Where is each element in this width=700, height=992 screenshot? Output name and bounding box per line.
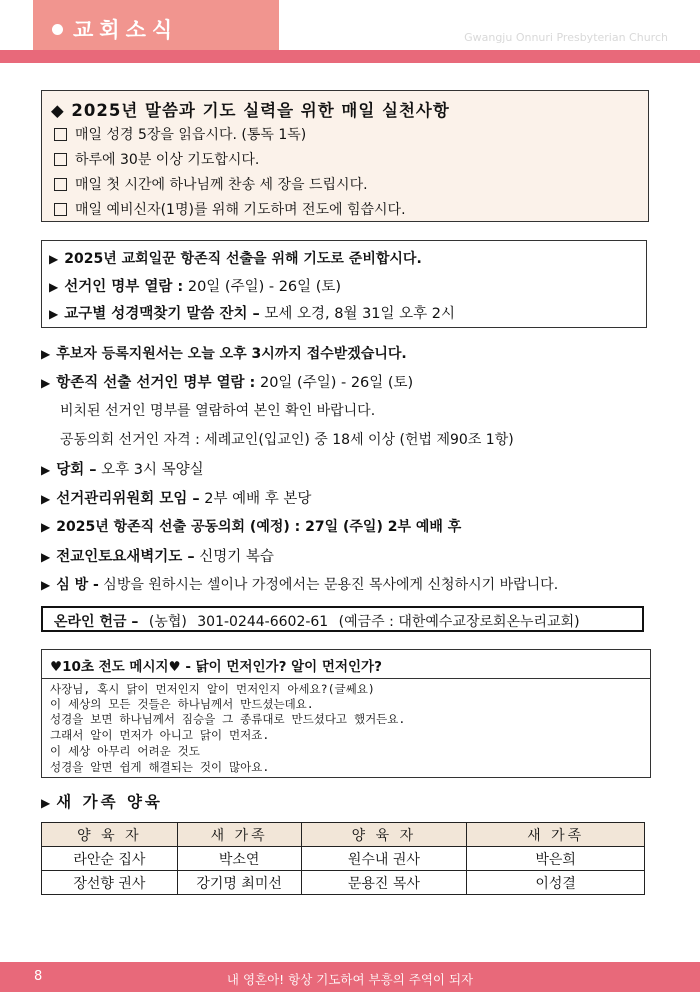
news-item-text: 신명기 복습 xyxy=(194,549,274,565)
footer-motto: 내 영혼아! 항상 기도하여 부흥의 주역이 되자 xyxy=(226,972,474,987)
table-header-cell: 양 육 자 xyxy=(301,823,467,847)
new-family-table xyxy=(41,822,645,895)
triangle-bullet-icon: ▶ xyxy=(41,520,51,534)
news-item xyxy=(41,487,311,508)
notice-line-label: 교구별 성경맥찾기 말씀 잔치 – xyxy=(64,306,260,322)
news-item xyxy=(41,574,558,594)
notice-line xyxy=(49,302,455,323)
checkbox-icon xyxy=(54,203,67,216)
news-subline: 공동의회 선거인 자격 : 세례교인(입교인) 중 18세 이상 (헌법 제90조 1항) xyxy=(60,432,514,448)
checkbox-icon xyxy=(54,128,67,141)
table-cell: 박소연 xyxy=(177,847,301,871)
news-item-label: 항존직 선출 선거인 명부 열람 : xyxy=(56,375,256,391)
news-item xyxy=(41,458,204,479)
daily-practice-title: ◆ 2025년 말씀과 기도 실력을 위한 매일 실천사항 xyxy=(51,101,450,120)
message-line: 이 세상 아무리 어려운 것도 xyxy=(50,744,200,758)
practice-item xyxy=(54,174,368,194)
news-item-label: 심 방 - xyxy=(56,577,99,593)
triangle-bullet-icon: ▶ xyxy=(41,796,51,810)
triangle-bullet-icon: ▶ xyxy=(41,550,51,564)
section-title-text: 교회소식 xyxy=(73,18,179,42)
practice-item xyxy=(54,149,259,169)
message-line: 사장님, 혹시 닭이 먼저인지 알이 먼저인지 아세요?(글쎄요) xyxy=(50,682,375,696)
practice-item xyxy=(54,199,406,219)
table-cell: 원수내 권사 xyxy=(301,847,467,871)
news-item xyxy=(41,371,413,392)
message-line: 그래서 알이 먼저가 아니고 닭이 먼저죠. xyxy=(50,728,270,742)
table-header-row xyxy=(42,823,645,847)
new-family-heading-text: 새 가족 양육 xyxy=(56,793,163,811)
news-item-text: 후보자 등록지원서는 오늘 오후 3시까지 접수받겠습니다. xyxy=(56,346,407,362)
news-item xyxy=(41,545,274,566)
new-family-heading xyxy=(41,790,163,812)
table-row xyxy=(42,871,645,895)
bullet-dot-icon xyxy=(52,24,63,35)
notice-line xyxy=(49,248,422,268)
news-item-text: 2부 예배 후 본당 xyxy=(199,491,312,507)
triangle-bullet-icon: ▶ xyxy=(41,492,51,506)
news-item-text: 20일 (주일) - 26일 (토) xyxy=(255,375,414,391)
notice-line-text: 2025년 교회일꾼 항존직 선출을 위해 기도로 준비합시다. xyxy=(64,251,422,267)
table-cell: 문용진 목사 xyxy=(301,871,467,895)
news-item-text: 심방을 원하시는 셀이나 가정에서는 문용진 목사에게 신청하시기 바랍니다. xyxy=(98,577,559,593)
news-item xyxy=(41,343,407,363)
table-cell: 강기명 최미선 xyxy=(177,871,301,895)
practice-item-text: 하루에 30분 이상 기도합시다. xyxy=(75,152,260,168)
practice-item-text: 매일 첫 시간에 하나님께 찬송 세 장을 드립시다. xyxy=(75,177,368,193)
table-row xyxy=(42,847,645,871)
online-giving-box xyxy=(41,606,644,632)
giving-bank: (농협) xyxy=(148,614,187,630)
notice-line-text: 모세 오경, 8월 31일 오후 2시 xyxy=(259,306,455,322)
table-header-cell: 새 가족 xyxy=(467,823,645,847)
section-title xyxy=(52,14,178,44)
table-header-cell: 양 육 자 xyxy=(42,823,178,847)
checkbox-icon xyxy=(54,178,67,191)
news-subline: 비치된 선거인 명부를 열람하여 본인 확인 바랍니다. xyxy=(60,403,376,419)
triangle-bullet-icon: ▶ xyxy=(49,252,59,266)
message-line: 성경을 보면 하나님께서 짐승을 그 종류대로 만드셨다고 했거든요. xyxy=(50,712,406,726)
triangle-bullet-icon: ▶ xyxy=(41,463,51,477)
header-bar xyxy=(0,50,700,63)
giving-account-holder: (예금주 : 대한예수교장로회온누리교회) xyxy=(338,614,580,630)
checkbox-icon xyxy=(54,153,67,166)
triangle-bullet-icon: ▶ xyxy=(41,578,51,592)
table-cell: 이성결 xyxy=(467,871,645,895)
daily-practice-box xyxy=(41,90,649,222)
page-number: 8 xyxy=(34,969,43,984)
message-title: ♥10초 전도 메시지♥ - 닭이 먼저인가? 알이 먼저인가? xyxy=(42,650,650,679)
giving-account-number: 301-0244-6602-61 xyxy=(197,614,329,630)
table-cell: 박은희 xyxy=(467,847,645,871)
message-line: 이 세상의 모든 것들은 하나님께서 만드셨는데요. xyxy=(50,697,314,711)
news-item xyxy=(41,516,461,536)
triangle-bullet-icon: ▶ xyxy=(41,376,51,390)
practice-item-text: 매일 성경 5장을 읽읍시다. (통독 1독) xyxy=(75,127,307,143)
news-item-text: 오후 3시 목양실 xyxy=(96,462,204,478)
triangle-bullet-icon: ▶ xyxy=(49,307,59,321)
table-cell: 라안순 집사 xyxy=(42,847,178,871)
election-notice-box xyxy=(41,240,647,328)
evangelism-message-box xyxy=(41,649,651,778)
news-item-label: 선거관리위원회 모임 – xyxy=(56,491,200,507)
news-item-label: 당회 – xyxy=(56,462,97,478)
triangle-bullet-icon: ▶ xyxy=(41,347,51,361)
notice-line xyxy=(49,275,341,296)
footer-bar xyxy=(0,962,700,992)
news-item-text: 2025년 항존직 선출 공동의회 (예정) : 27일 (주일) 2부 예배 후 xyxy=(56,519,462,535)
news-item-label: 전교인토요새벽기도 – xyxy=(56,549,195,565)
notice-line-text: 20일 (주일) - 26일 (토) xyxy=(183,279,342,295)
giving-label: 온라인 헌금 – xyxy=(54,614,139,630)
table-header-cell: 새 가족 xyxy=(177,823,301,847)
table-cell: 장선향 권사 xyxy=(42,871,178,895)
triangle-bullet-icon: ▶ xyxy=(49,280,59,294)
notice-line-label: 선거인 명부 열람 : xyxy=(64,279,184,295)
practice-item-text: 매일 예비신자(1명)를 위해 기도하며 전도에 힘씁시다. xyxy=(75,202,406,218)
message-line: 성경을 알면 쉽게 해결되는 것이 많아요. xyxy=(50,760,270,774)
practice-item xyxy=(54,124,306,144)
church-name: Gwangju Onnuri Presbyterian Church xyxy=(464,31,668,44)
